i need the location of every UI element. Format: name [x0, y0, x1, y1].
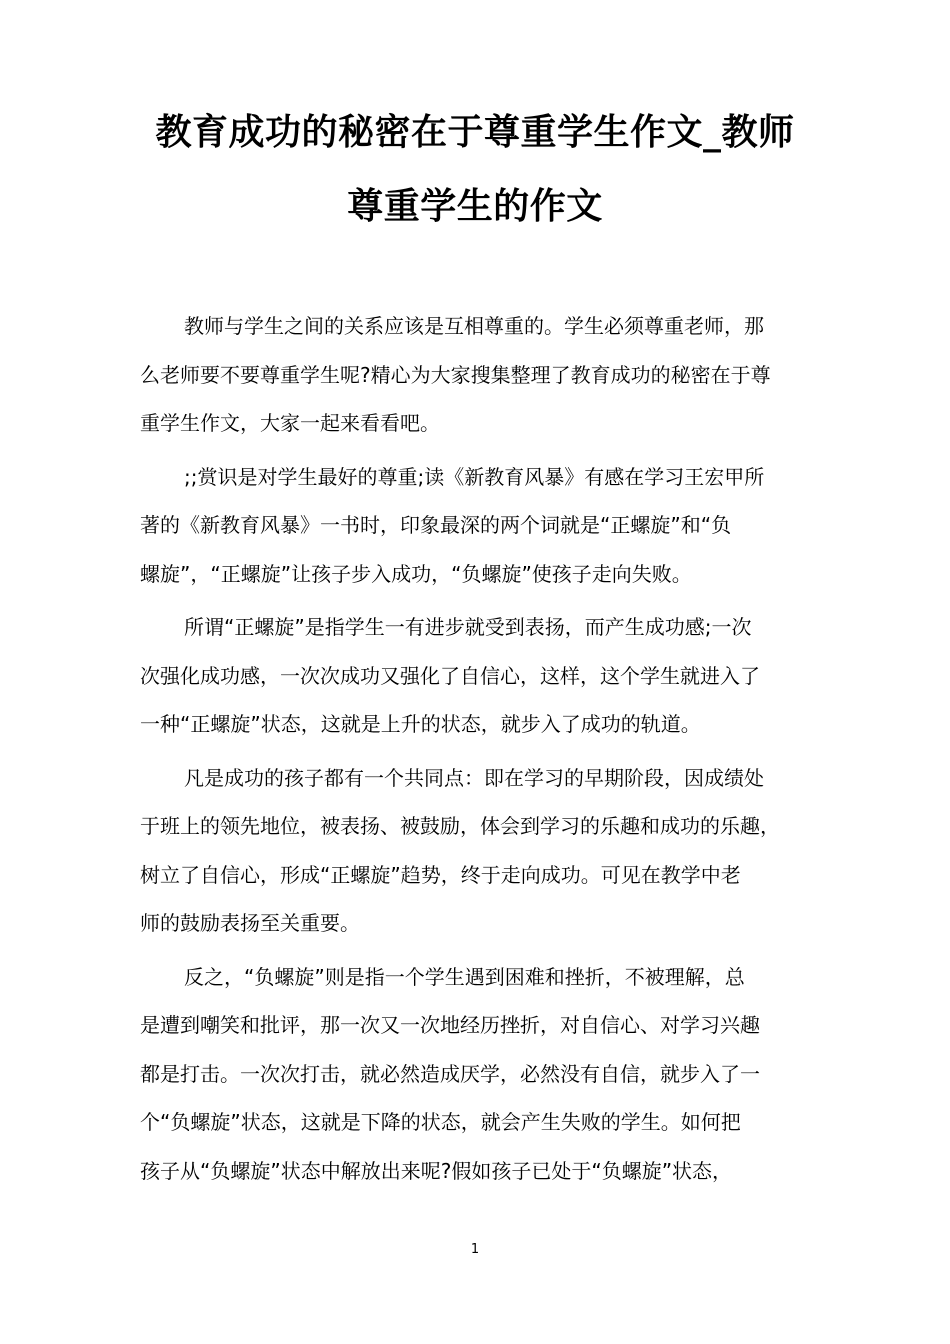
paragraph-2 [140, 453, 830, 599]
paragraph-line: 都是打击。一次次打击，就必然造成厌学，必然没有自信，就步入了一 [140, 1061, 760, 1086]
paragraph-line: 螺旋”，“正螺旋”让孩子步入成功，“负螺旋”使孩子走向失败。 [140, 561, 692, 586]
paragraph-line: 次强化成功感，一次次成功又强化了自信心，这样，这个学生就进入了 [140, 663, 760, 688]
paragraph-5 [140, 953, 830, 1196]
paragraph-line: 于班上的领先地位，被表扬、被鼓励，体会到学习的乐趣和成功的乐趣， [140, 814, 780, 838]
paragraph-line: 么老师要不要尊重学生呢?精心为大家搜集整理了教育成功的秘密在于尊 [140, 362, 771, 387]
paragraph-line: 凡是成功的孩子都有一个共同点：即在学习的早期阶段，因成绩处 [184, 765, 764, 790]
paragraph-line: 树立了自信心，形成“正螺旋”趋势，终于走向成功。可见在教学中老 [140, 862, 741, 887]
paragraph-line: 所谓“正螺旋”是指学生一有进步就受到表扬，而产生成功感;一次 [184, 615, 752, 639]
paragraph-line: 个“负螺旋”状态，这就是下降的状态，就会产生失败的学生。如何把 [140, 1110, 741, 1134]
paragraph-line: 孩子从“负螺旋”状态中解放出来呢?假如孩子已处于“负螺旋”状态， [140, 1158, 733, 1183]
paragraph-line: ;;赏识是对学生最好的尊重;读《新教育风暴》有感在学习王宏甲所 [184, 464, 765, 489]
title-line-1: 教育成功的秘密在于尊重学生作文_教师 [155, 112, 795, 153]
paragraph-line: 教师与学生之间的关系应该是互相尊重的。学生必须尊重老师，那 [184, 314, 764, 338]
title-line-2: 尊重学生的作文 [347, 186, 603, 227]
paragraph-line: 一种“正螺旋”状态，这就是上升的状态，就步入了成功的轨道。 [140, 712, 701, 736]
paragraph-line: 重学生作文，大家一起来看看吧。 [140, 411, 440, 435]
page-number: 1 [470, 1242, 480, 1257]
paragraph-line: 是遭到嘲笑和批评，那一次又一次地经历挫折，对自信心、对学习兴趣 [140, 1013, 760, 1037]
paragraph-3 [140, 603, 830, 749]
paragraph-line: 师的鼓励表扬至关重要。 [140, 911, 360, 935]
document-body [140, 302, 830, 1200]
paragraph-1 [140, 302, 830, 448]
paragraph-4 [140, 754, 830, 948]
paragraph-line: 反之，“负螺旋”则是指一个学生遇到困难和挫折，不被理解，总 [184, 964, 745, 989]
document-title [110, 96, 840, 244]
paragraph-line: 著的《新教育风暴》一书时，印象最深的两个词就是“正螺旋”和“负 [140, 513, 732, 537]
